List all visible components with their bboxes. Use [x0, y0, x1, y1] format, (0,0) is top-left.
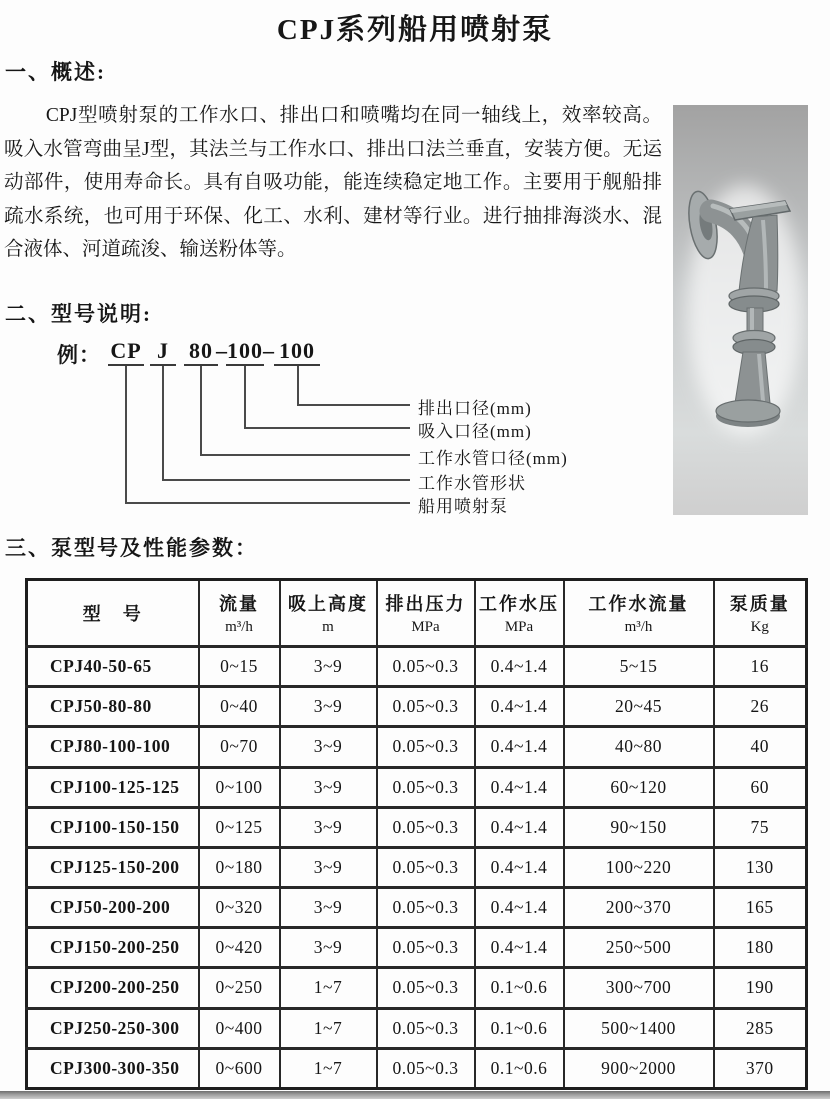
value-cell: 0~15 — [199, 647, 280, 687]
model-cell: CPJ100-150-150 — [27, 807, 199, 847]
model-cell: CPJ80-100-100 — [27, 727, 199, 767]
table-row — [27, 1008, 807, 1048]
value-cell: 0.05~0.3 — [377, 1008, 475, 1048]
overview-paragraph: CPJ型喷射泵的工作水口、排出口和喷嘴均在同一轴线上，效率较高。吸入水管弯曲呈J型，其法兰与工作水口、排出口法兰垂直，安装方便。无运动部件，使用寿命长。具有自吸功能，能连续稳定地工作。主要用于舰船排疏水系统，也可用于环保、化工、水利、建材等行业。进行抽排海淡水、混合液体、河道疏浚、输送粉体等。 — [4, 105, 662, 260]
value-cell: 0.4~1.4 — [475, 807, 564, 847]
table-row — [27, 847, 807, 887]
value-cell: 3~9 — [280, 807, 377, 847]
table-row — [27, 928, 807, 968]
value-cell: 0~600 — [199, 1048, 280, 1088]
value-cell: 0~320 — [199, 888, 280, 928]
value-cell: 300~700 — [564, 968, 714, 1008]
value-cell: 0.05~0.3 — [377, 727, 475, 767]
parameters-table-body — [27, 647, 807, 1089]
model-cell: CPJ50-80-80 — [27, 687, 199, 727]
column-header-unit: m³/h — [624, 619, 653, 635]
column-header-unit: MPa — [504, 619, 534, 635]
value-cell: 200~370 — [564, 888, 714, 928]
value-cell: 370 — [714, 1048, 807, 1088]
table-row — [27, 687, 807, 727]
model-example-dash: – — [263, 338, 275, 363]
table-row — [27, 647, 807, 687]
model-example-part: J — [150, 337, 176, 366]
section-parameters-heading: 三、泵型号及性能参数： — [5, 536, 258, 560]
table-row — [27, 767, 807, 807]
value-cell: 0.4~1.4 — [475, 647, 564, 687]
column-header-name: 型 号 — [82, 604, 143, 624]
value-cell: 250~500 — [564, 928, 714, 968]
table-row — [27, 1048, 807, 1088]
model-example-dash: – — [216, 338, 228, 363]
value-cell: 0.05~0.3 — [377, 928, 475, 968]
column-header — [280, 580, 377, 647]
value-cell: 0.05~0.3 — [377, 1048, 475, 1088]
model-example-part: 100 — [226, 337, 264, 366]
model-cell: CPJ50-200-200 — [27, 888, 199, 928]
model-cell: CPJ100-125-125 — [27, 767, 199, 807]
value-cell: 0~420 — [199, 928, 280, 968]
value-cell: 900~2000 — [564, 1048, 714, 1088]
value-cell: 0.05~0.3 — [377, 847, 475, 887]
legend-label: 船用喷射泵 — [418, 497, 508, 516]
value-cell: 0~400 — [199, 1008, 280, 1048]
value-cell: 1~7 — [280, 968, 377, 1008]
column-header — [199, 580, 280, 647]
column-header — [475, 580, 564, 647]
value-cell: 165 — [714, 888, 807, 928]
column-header-unit: m³/h — [225, 619, 253, 635]
value-cell: 0.4~1.4 — [475, 767, 564, 807]
value-cell: 0.1~0.6 — [475, 1048, 564, 1088]
column-header-name: 工作水流量 — [588, 594, 689, 614]
model-example-part: 80 — [184, 337, 218, 366]
legend-label: 排出口径(mm) — [418, 399, 532, 418]
value-cell: 500~1400 — [564, 1008, 714, 1048]
value-cell: 75 — [714, 807, 807, 847]
value-cell: 3~9 — [280, 727, 377, 767]
value-cell: 26 — [714, 687, 807, 727]
value-cell: 0~100 — [199, 767, 280, 807]
pump-illustration — [673, 105, 808, 515]
value-cell: 180 — [714, 928, 807, 968]
legend-label: 吸入口径(mm) — [418, 422, 532, 441]
column-header — [564, 580, 714, 647]
model-cell: CPJ150-200-250 — [27, 928, 199, 968]
value-cell: 60~120 — [564, 767, 714, 807]
value-cell: 0~40 — [199, 687, 280, 727]
table-row — [27, 727, 807, 767]
model-cell: CPJ125-150-200 — [27, 847, 199, 887]
table-row — [27, 888, 807, 928]
value-cell: 0.4~1.4 — [475, 928, 564, 968]
value-cell: 130 — [714, 847, 807, 887]
model-cell: CPJ300-300-350 — [27, 1048, 199, 1088]
section-model-heading: 二、型号说明: — [5, 302, 152, 326]
value-cell: 0~250 — [199, 968, 280, 1008]
table-row — [27, 968, 807, 1008]
model-cell: CPJ250-250-300 — [27, 1008, 199, 1048]
value-cell: 3~9 — [280, 687, 377, 727]
column-header-name: 吸上高度 — [288, 594, 368, 614]
column-header-name: 泵质量 — [729, 594, 790, 614]
value-cell: 5~15 — [564, 647, 714, 687]
value-cell: 0.05~0.3 — [377, 767, 475, 807]
legend-label: 工作水管口径(mm) — [418, 449, 568, 468]
value-cell: 1~7 — [280, 1048, 377, 1088]
column-header — [714, 580, 807, 647]
value-cell: 0.05~0.3 — [377, 807, 475, 847]
page-bottom-edge — [0, 1091, 830, 1099]
value-cell: 90~150 — [564, 807, 714, 847]
column-header-unit: MPa — [411, 619, 440, 635]
value-cell: 0.4~1.4 — [475, 727, 564, 767]
value-cell: 1~7 — [280, 1008, 377, 1048]
column-header-name: 流量 — [219, 594, 259, 614]
value-cell: 0.05~0.3 — [377, 888, 475, 928]
value-cell: 0~70 — [199, 727, 280, 767]
value-cell: 0.1~0.6 — [475, 1008, 564, 1048]
value-cell: 3~9 — [280, 928, 377, 968]
model-example-part: 100 — [274, 337, 320, 366]
value-cell: 0.05~0.3 — [377, 687, 475, 727]
pump-photo — [673, 105, 808, 515]
value-cell: 0~180 — [199, 847, 280, 887]
value-cell: 0.05~0.3 — [377, 647, 475, 687]
value-cell: 0.05~0.3 — [377, 968, 475, 1008]
value-cell: 0.1~0.6 — [475, 968, 564, 1008]
column-header-unit: m — [322, 619, 334, 635]
model-cell: CPJ40-50-65 — [27, 647, 199, 687]
legend-label: 工作水管形状 — [418, 474, 526, 493]
column-header-unit: Kg — [750, 619, 769, 635]
value-cell: 100~220 — [564, 847, 714, 887]
value-cell: 190 — [714, 968, 807, 1008]
value-cell: 40 — [714, 727, 807, 767]
column-header-name: 排出压力 — [385, 594, 466, 614]
column-header-name: 工作水压 — [479, 594, 559, 614]
value-cell: 3~9 — [280, 647, 377, 687]
value-cell: 60 — [714, 767, 807, 807]
parameters-table-head — [27, 580, 807, 647]
value-cell: 0.4~1.4 — [475, 888, 564, 928]
page-title: CPJ系列船用喷射泵 — [276, 14, 554, 46]
value-cell: 285 — [714, 1008, 807, 1048]
value-cell: 3~9 — [280, 888, 377, 928]
value-cell: 20~45 — [564, 687, 714, 727]
model-example-part: CP — [108, 337, 144, 366]
table-row — [27, 807, 807, 847]
value-cell: 0.4~1.4 — [475, 687, 564, 727]
column-header — [27, 580, 199, 647]
value-cell: 0~125 — [199, 807, 280, 847]
value-cell: 3~9 — [280, 767, 377, 807]
value-cell: 0.4~1.4 — [475, 847, 564, 887]
value-cell: 40~80 — [564, 727, 714, 767]
model-cell: CPJ200-200-250 — [27, 968, 199, 1008]
value-cell: 16 — [714, 647, 807, 687]
parameters-table — [25, 578, 808, 1090]
model-example-label: 例： — [57, 343, 101, 367]
value-cell: 3~9 — [280, 847, 377, 887]
column-header — [377, 580, 475, 647]
section-overview-heading: 一、概述: — [5, 60, 106, 84]
model-legend-connector-lines — [0, 360, 450, 515]
